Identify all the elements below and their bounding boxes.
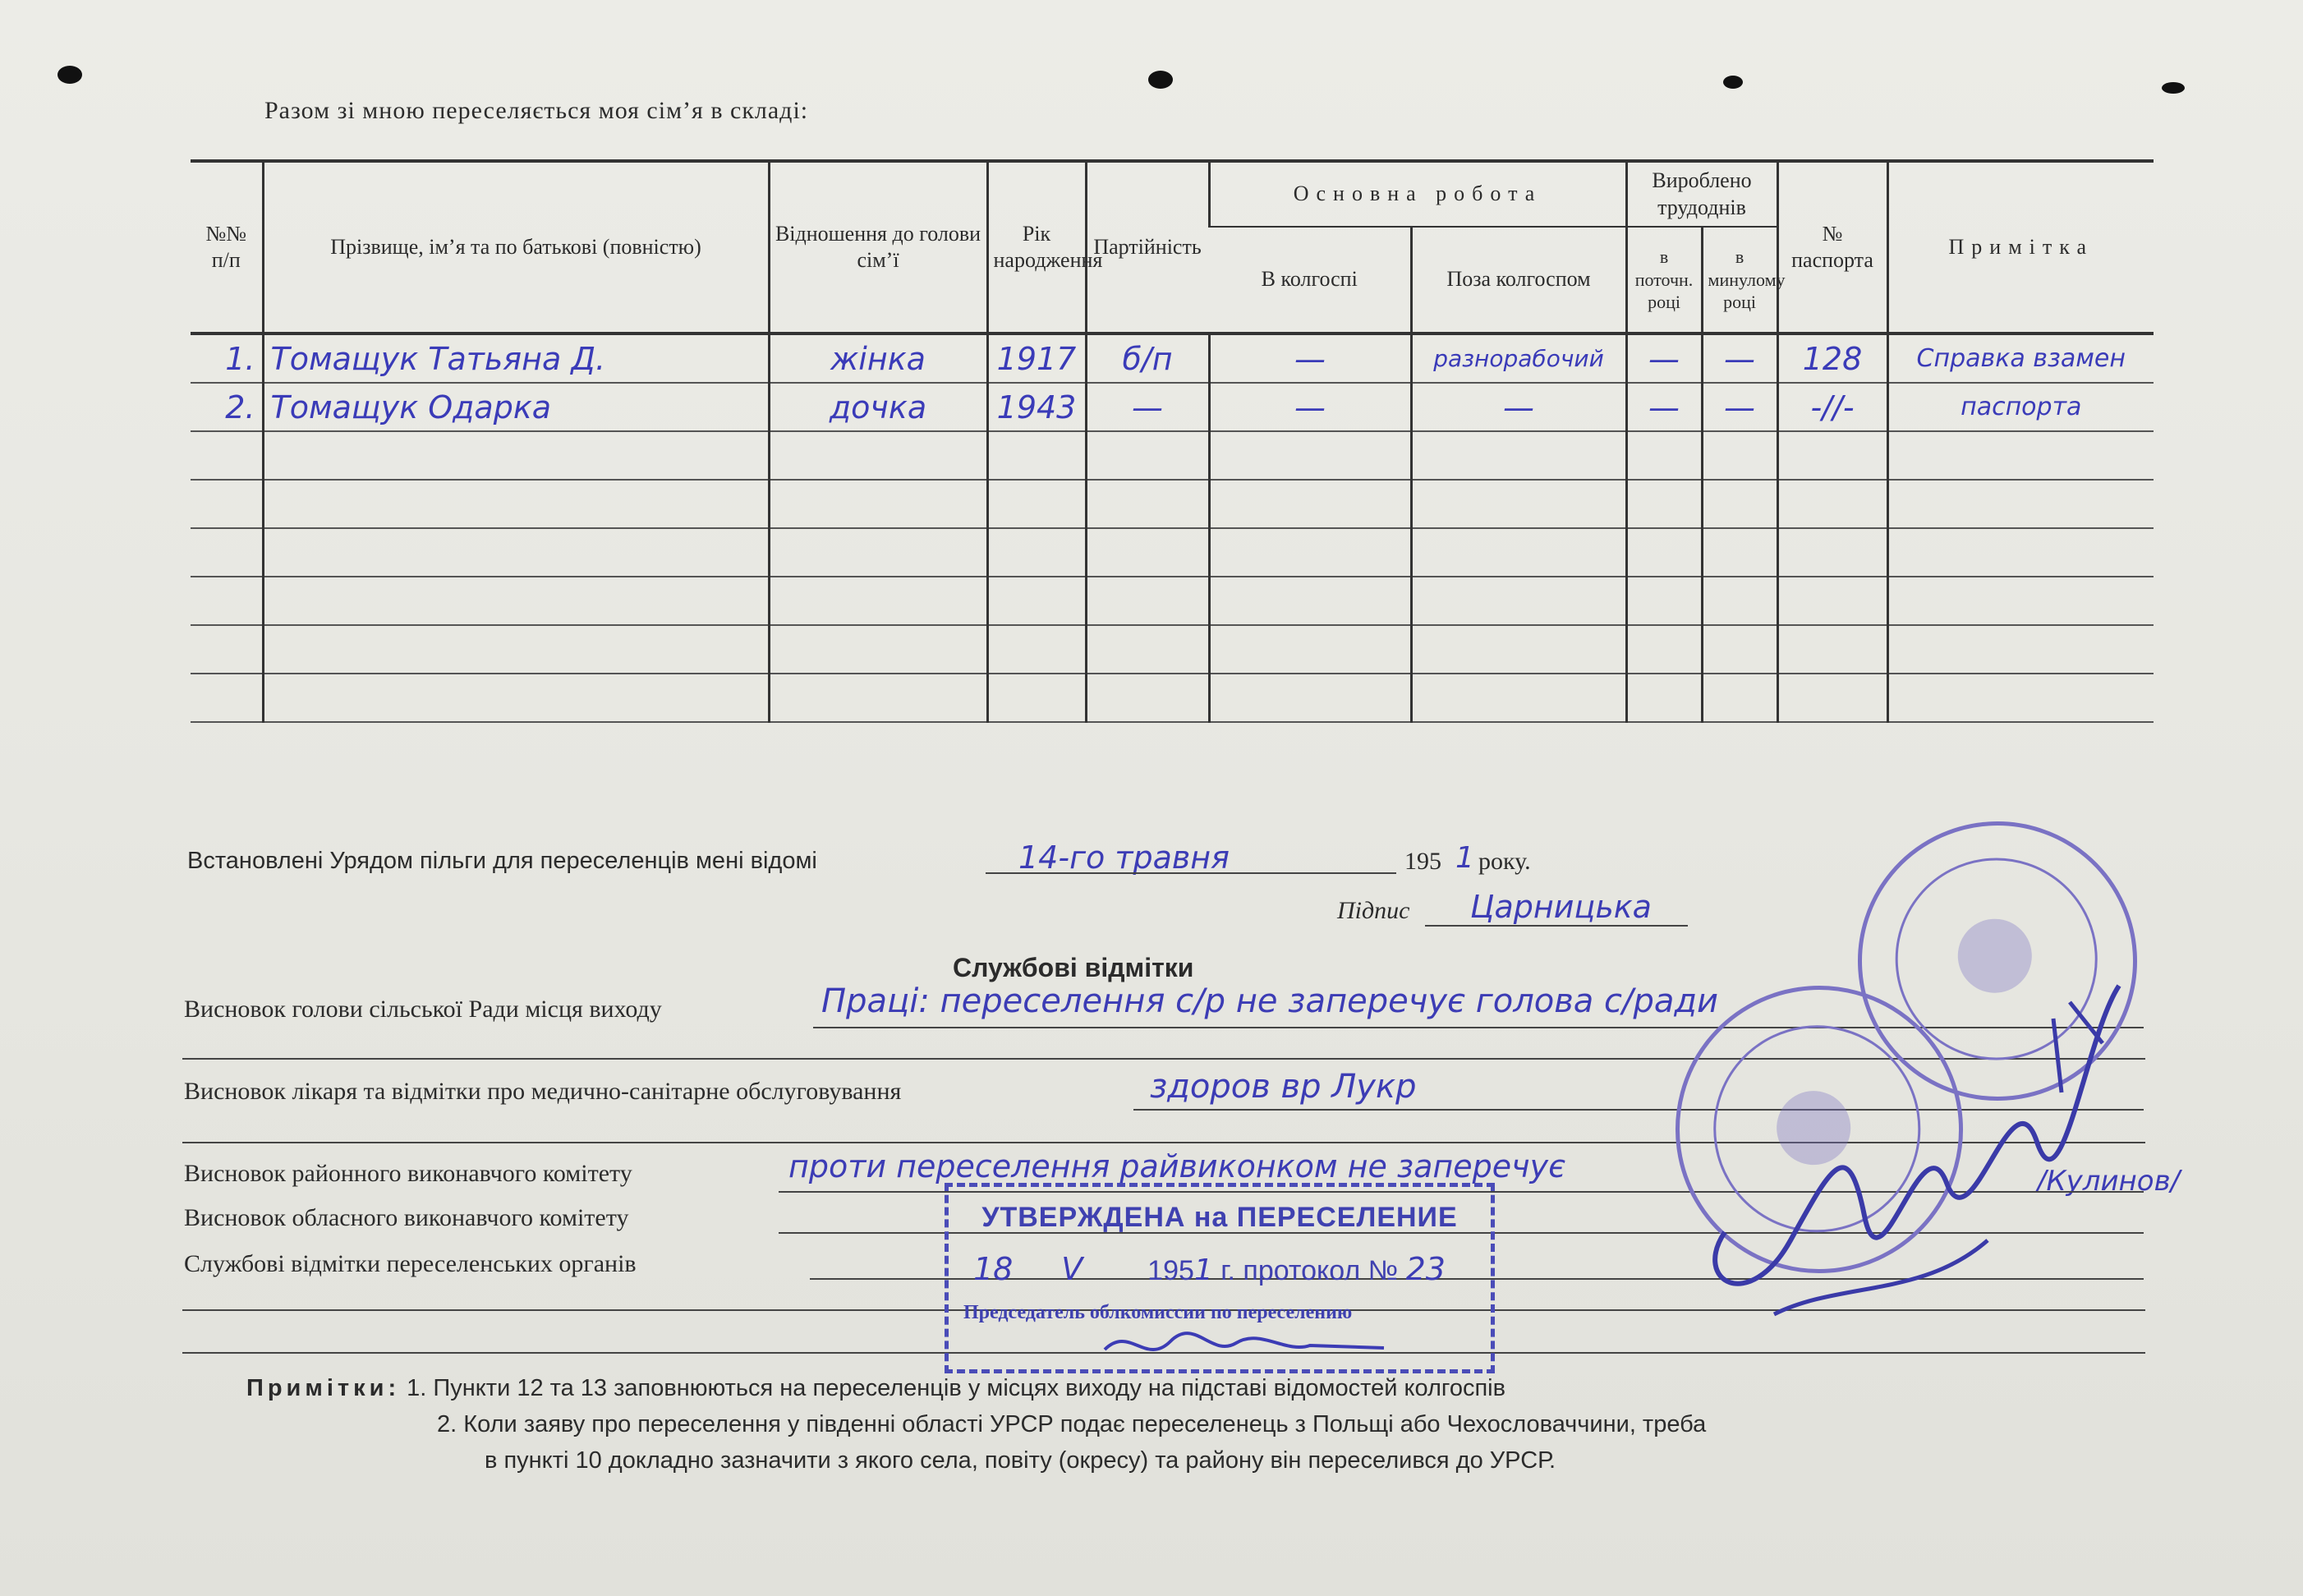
cell-birth-year: 1943 [987,383,1086,431]
footnote-2: 2. Коли заяву про переселення у південні області УРСР подає переселенець з Польщі або Чехословаччини, треба [437,1411,1707,1437]
footnote-2-continued: в пункті 10 докладно зазначити з якого села, повіту (окресу) та району він переселився до УРСР. [485,1447,1556,1474]
benefits-date-line [986,872,1396,874]
cell-outside-kolkhoz: разнорабочий [1411,333,1626,383]
benefits-year-prefix: 195 [1404,848,1441,875]
district-conclusion-label: Висновок районного виконавчого комітету [184,1160,632,1187]
stamp-protocol-text: г. протокол № [1220,1255,1399,1286]
family-table [191,159,2154,723]
stamp-month: V [1061,1251,1083,1287]
header-party: Партійність [1086,161,1209,333]
header-workdays-current: в поточн. році [1626,227,1702,333]
oblast-conclusion-label: Висновок обласного виконавчого комітету [184,1204,629,1231]
header-outside-kolkhoz: Поза колгоспом [1411,227,1626,333]
intro-text: Разом зі мною переселяється моя сім’я в складі: [264,97,809,124]
header-relation: Відношення до голови сім’ї [769,161,987,333]
stamp-year-suffix: 1 [1193,1253,1213,1287]
footnotes [246,1370,1706,1479]
signature-line [1425,925,1688,927]
cell-relation: дочка [769,383,987,431]
cell-passport: -//- [1777,383,1887,431]
stamp-protocol [973,1251,1446,1287]
village-conclusion-label: Висновок голови сільської Ради місця виходу [184,996,662,1023]
benefits-label: Встановлені Урядом пільги для переселенців мені відомі [187,848,817,874]
village-conclusion-value: Праці: переселення с/р не заперечує голова с/ради [821,982,1719,1020]
cell-in-kolkhoz: — [1209,383,1411,431]
section-title: Службові відмітки [953,953,1194,982]
footnotes-heading: Примітки: [246,1375,401,1401]
district-conclusion-sign: /Кулинов/ [2037,1165,2181,1198]
table-row-empty [191,674,2154,722]
cell-number: 2. [191,383,263,431]
header-in-kolkhoz: В колгоспі [1209,227,1411,333]
table-row-empty [191,528,2154,577]
district-conclusion-value: проти переселення райвиконком не заперечує [788,1148,1565,1184]
cell-number: 1. [191,333,263,383]
approval-stamp [945,1183,1495,1373]
benefits-year-word: року. [1478,848,1531,875]
cell-name: Томащук Татьяна Д. [263,333,769,383]
cell-note: паспорта [1887,383,2154,431]
cell-note: Справка взамен [1887,333,2154,383]
cell-outside-kolkhoz: — [1411,383,1626,431]
punch-hole [2162,82,2185,94]
header-note: Примітка [1887,161,2154,333]
footnote-1-text: 1. Пункти 12 та 13 заповнюються на переселенців у місцях виходу на підставі відомостей колгоспів [407,1375,1505,1401]
signature-value: Царницька [1470,889,1652,925]
signature-label: Підпис [1337,897,1410,924]
table-row-empty [191,577,2154,625]
benefits-year-suffix: 1 [1455,841,1474,875]
table-row-empty [191,625,2154,674]
cell-in-kolkhoz: — [1209,333,1411,383]
header-name: Прізвище, ім’я та по батькові (повністю) [263,161,769,333]
stamp-year-prefix: 195 [1147,1255,1194,1286]
stamp-protocol-number: 23 [1405,1251,1446,1287]
stamp-title: УТВЕРЖДЕНА на ПЕРЕСЕЛЕНИЕ [981,1202,1458,1233]
header-number: №№ п/п [191,161,263,333]
header-main-work: Основна робота [1209,161,1626,227]
punch-hole [1723,76,1743,89]
benefits-date: 14-го травня [1018,839,1230,876]
table-row [191,333,2154,383]
header-workdays-last: в минулому році [1702,227,1777,333]
cell-workdays-last: — [1702,333,1777,383]
cell-name: Томащук Одарка [263,383,769,431]
table-row-empty [191,431,2154,480]
cell-workdays-current: — [1626,333,1702,383]
table-row [191,383,2154,431]
header-birth-year: Рік народження [987,161,1086,333]
header-workdays: Вироблено трудоднів [1626,161,1777,227]
cell-workdays-current: — [1626,383,1702,431]
doctor-conclusion-value: здоров вр Лукр [1150,1068,1417,1106]
cell-party: б/п [1086,333,1209,383]
header-passport: № паспорта [1777,161,1887,333]
punch-hole [1148,71,1173,89]
cell-passport: 128 [1777,333,1887,383]
cell-workdays-last: — [1702,383,1777,431]
footnote-1 [246,1370,1706,1406]
cell-relation: жінка [769,333,987,383]
cell-party: — [1086,383,1209,431]
stamp-day: 18 [973,1251,1014,1287]
punch-hole [57,66,82,84]
table-row-empty [191,480,2154,528]
stamp-signature [1096,1325,1392,1366]
doctor-conclusion-label: Висновок лікаря та відмітки про медично-санітарне обслуговування [184,1078,902,1105]
services-label: Службові відмітки переселенських органів [184,1250,637,1277]
official-signature [1676,969,2135,1347]
stamp-chair: Председатель облкомиссии по переселению [963,1302,1353,1323]
cell-birth-year: 1917 [987,333,1086,383]
